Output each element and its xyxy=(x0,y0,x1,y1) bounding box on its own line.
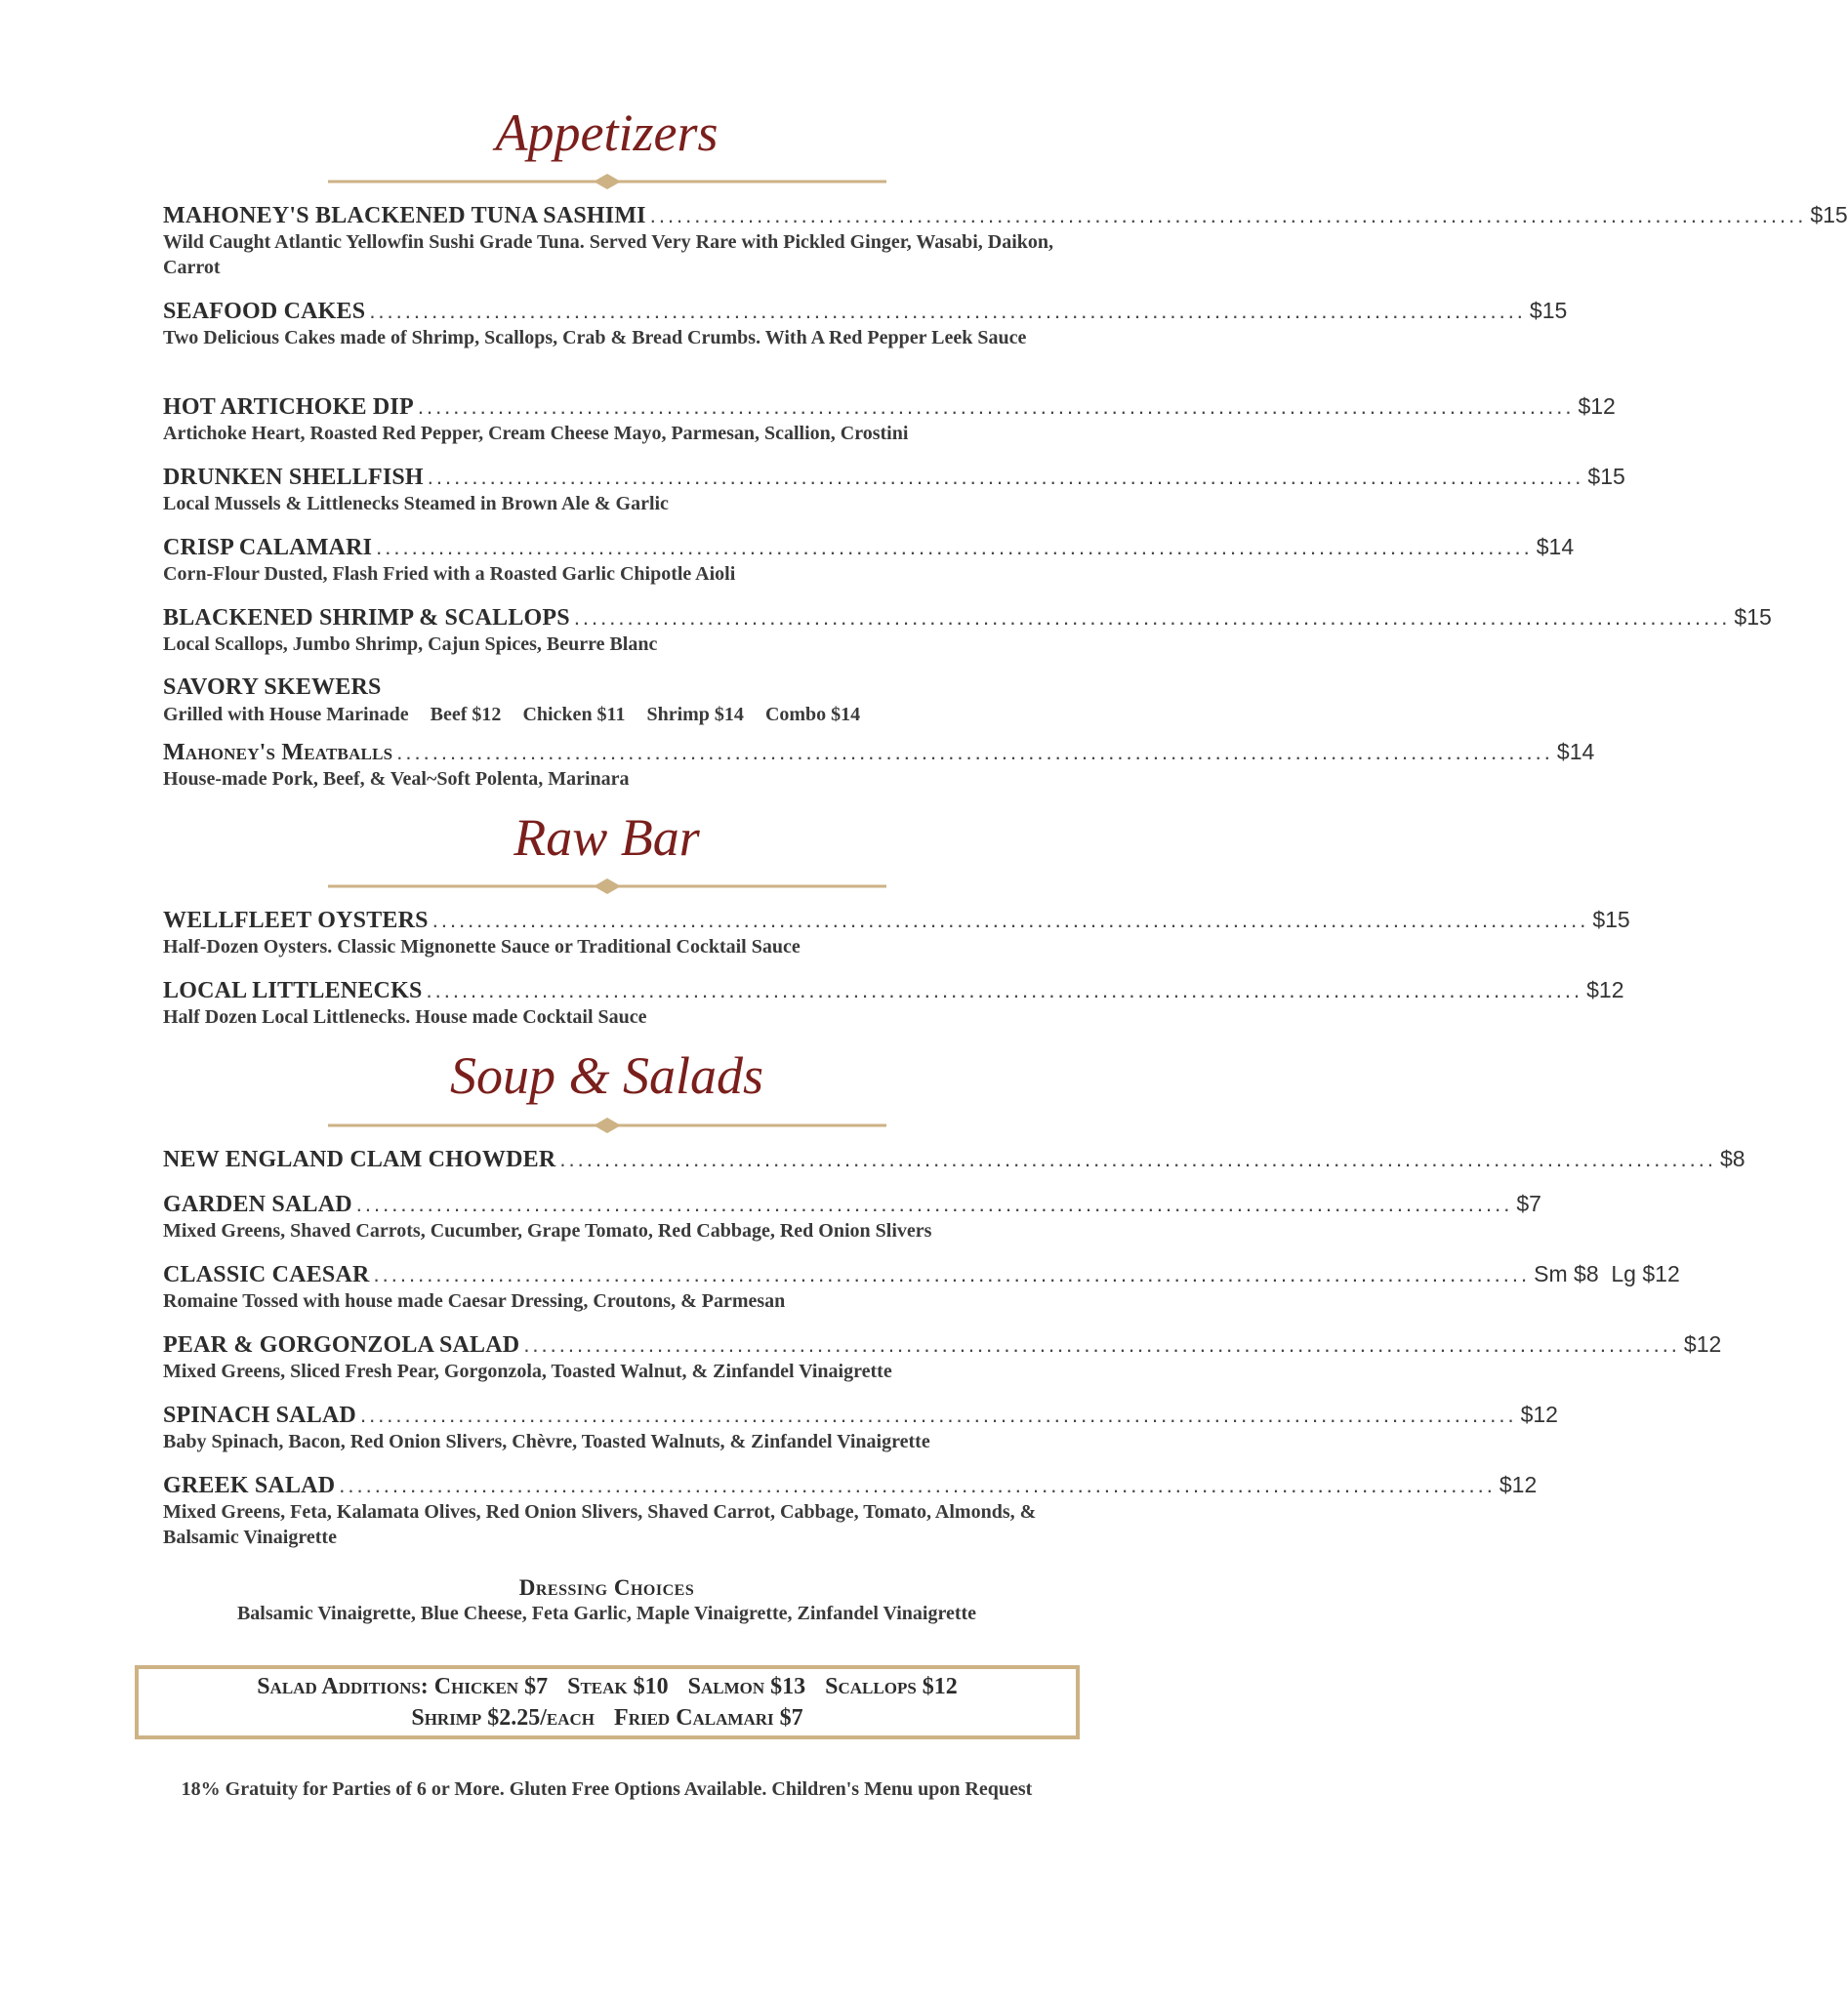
dot-leader: .................................................................................................................................. xyxy=(396,740,1553,764)
menu-item xyxy=(163,1400,1558,1454)
item-description: Half-Dozen Oysters. Classic Mignonette Sauce or Traditional Cocktail Sauce xyxy=(163,936,801,958)
section-title-raw-bar: Raw Bar xyxy=(513,808,700,867)
menu-item xyxy=(163,1470,1538,1550)
dot-leader: .................................................................................................................................. xyxy=(523,1332,1680,1357)
item-name: CLASSIC CAESAR xyxy=(163,1262,370,1287)
item-price: $12 xyxy=(1499,1472,1538,1497)
menu-item xyxy=(163,737,1595,792)
menu-item-skewers xyxy=(163,673,1071,727)
dot-leader: .................................................................................................................................. xyxy=(426,978,1583,1002)
menu-item xyxy=(163,1189,1541,1244)
item-price: $12 xyxy=(1586,977,1624,1002)
item-name: PEAR & GORGONZOLA SALAD xyxy=(163,1332,520,1358)
item-name: BLACKENED SHRIMP & SCALLOPS xyxy=(163,605,570,631)
dot-leader: .................................................................................................................................. xyxy=(559,1147,1716,1171)
item-description: Wild Caught Atlantic Yellowfin Sushi Grade Tuna. Served Very Rare with Pickled Ginger, Wasabi, Daikon, Carrot xyxy=(163,231,1054,278)
menu-item xyxy=(163,602,1772,657)
item-description: Local Mussels & Littlenecks Steamed in Brown Ale & Garlic xyxy=(163,493,669,514)
addition-item: Steak $10 xyxy=(567,1674,669,1699)
item-price: $12 xyxy=(1520,1402,1558,1427)
menu-item xyxy=(163,200,1848,280)
item-name: MAHONEY'S BLACKENED TUNA SASHIMI xyxy=(163,203,646,228)
addition-item: Salmon $13 xyxy=(687,1674,806,1699)
menu-item xyxy=(163,296,1568,350)
menu-item xyxy=(163,905,1630,959)
item-description: Corn-Flour Dusted, Flash Fried with a Roasted Garlic Chipotle Aioli xyxy=(163,563,736,585)
item-price: $15 xyxy=(1592,907,1630,932)
item-name: Mahoney's Meatballs xyxy=(163,740,393,765)
item-price: Sm $8 Lg $12 xyxy=(1534,1261,1680,1286)
skewer-option: Shrimp $14 xyxy=(646,704,744,725)
dressing-list: Balsamic Vinaigrette, Blue Cheese, Feta Garlic, Maple Vinaigrette, Zinfandel Vinaigrette xyxy=(236,1603,977,1624)
section-title-appetizers: Appetizers xyxy=(495,103,719,162)
dressing-title: Dressing Choices xyxy=(518,1575,695,1600)
item-price: $15 xyxy=(1734,604,1772,630)
item-name: HOT ARTICHOKE DIP xyxy=(163,394,414,420)
additions-line xyxy=(139,1702,1076,1734)
item-description: Baby Spinach, Bacon, Red Onion Slivers, Chèvre, Toasted Walnuts, & Zinfandel Vinaigrette xyxy=(163,1431,930,1452)
addition-item: Salad Additions: Chicken $7 xyxy=(257,1674,549,1699)
item-description: House-made Pork, Beef, & Veal~Soft Polenta, Marinara xyxy=(163,768,630,790)
item-name: GARDEN SALAD xyxy=(163,1192,352,1217)
item-name: DRUNKEN SHELLFISH xyxy=(163,465,424,490)
item-name: SAVORY SKEWERS xyxy=(163,674,382,700)
item-description: Artichoke Heart, Roasted Red Pepper, Cream Cheese Mayo, Parmesan, Scallion, Crostini xyxy=(163,423,909,444)
menu-item xyxy=(163,391,1616,446)
item-description: Two Delicious Cakes made of Shrimp, Scallops, Crab & Bread Crumbs. With A Red Pepper Leek Sauce xyxy=(163,327,1027,348)
additions-line xyxy=(139,1671,1076,1702)
dot-leader: .................................................................................................................................. xyxy=(376,535,1533,559)
item-name: SPINACH SALAD xyxy=(163,1403,356,1428)
dot-leader: .................................................................................................................................. xyxy=(573,605,1731,630)
dot-leader: .................................................................................................................................. xyxy=(649,203,1807,227)
item-name: GREEK SALAD xyxy=(163,1473,336,1498)
menu-item xyxy=(163,1144,1745,1173)
dot-leader: .................................................................................................................................. xyxy=(369,299,1526,323)
section-divider xyxy=(328,1116,886,1135)
item-price: $14 xyxy=(1536,534,1575,559)
menu-item xyxy=(163,1259,1680,1314)
item-name: SEAFOOD CAKES xyxy=(163,299,366,324)
dot-leader: .................................................................................................................................. xyxy=(359,1403,1517,1427)
section-divider xyxy=(328,172,886,191)
dot-leader: .................................................................................................................................. xyxy=(355,1192,1513,1216)
menu-item xyxy=(163,1329,1722,1384)
item-name: LOCAL LITTLENECKS xyxy=(163,978,423,1003)
item-description: Local Scallops, Jumbo Shrimp, Cajun Spices, Beurre Blanc xyxy=(163,633,658,655)
item-description: Half Dozen Local Littlenecks. House made Cocktail Sauce xyxy=(163,1006,647,1028)
item-price: $12 xyxy=(1578,393,1616,419)
item-description: Romaine Tossed with house made Caesar Dressing, Croutons, & Parmesan xyxy=(163,1290,786,1312)
item-name: CRISP CALAMARI xyxy=(163,535,373,560)
item-price: $15 xyxy=(1587,464,1625,489)
item-description: Mixed Greens, Shaved Carrots, Cucumber, Grape Tomato, Red Cabbage, Red Onion Slivers xyxy=(163,1220,932,1242)
item-name: NEW ENGLAND CLAM CHOWDER xyxy=(163,1147,556,1172)
skewer-desc: Grilled with House Marinade xyxy=(163,704,409,725)
item-description: Mixed Greens, Sliced Fresh Pear, Gorgonzola, Toasted Walnut, & Zinfandel Vinaigrette xyxy=(163,1361,892,1382)
item-price: $15 xyxy=(1529,298,1568,323)
item-price: $12 xyxy=(1683,1331,1722,1357)
dot-leader: .................................................................................................................................. xyxy=(427,465,1584,489)
footer-note: 18% Gratuity for Parties of 6 or More. Gluten Free Options Available. Children's Menu upon Request xyxy=(181,1778,1033,1800)
menu-item xyxy=(163,462,1625,516)
item-price: $14 xyxy=(1556,739,1595,764)
menu-item xyxy=(163,532,1575,587)
dot-leader: .................................................................................................................................. xyxy=(417,394,1575,419)
item-price: $7 xyxy=(1516,1191,1541,1216)
skewer-option: Combo $14 xyxy=(764,704,861,725)
section-divider xyxy=(328,877,886,896)
item-description xyxy=(163,702,1071,727)
addition-item: Scallops $12 xyxy=(825,1674,958,1699)
dot-leader: .................................................................................................................................. xyxy=(373,1262,1531,1286)
item-price: $15 xyxy=(1810,202,1848,227)
menu-item xyxy=(163,975,1624,1030)
item-name: WELLFLEET OYSTERS xyxy=(163,908,429,933)
section-title-soup-salads: Soup & Salads xyxy=(449,1046,764,1105)
item-price: $8 xyxy=(1720,1146,1745,1171)
dot-leader: .................................................................................................................................. xyxy=(431,908,1589,932)
addition-item: Shrimp $2.25/each xyxy=(411,1705,595,1731)
skewer-option: Chicken $11 xyxy=(522,704,626,725)
skewer-option: Beef $12 xyxy=(430,704,502,725)
addition-item: Fried Calamari $7 xyxy=(614,1705,803,1731)
dot-leader: .................................................................................................................................. xyxy=(339,1473,1496,1497)
item-description: Mixed Greens, Feta, Kalamata Olives, Red Onion Slivers, Shaved Carrot, Cabbage, Tomato, Almonds, & Balsamic Vinaigrette xyxy=(163,1501,1037,1548)
salad-additions-box xyxy=(135,1665,1080,1739)
